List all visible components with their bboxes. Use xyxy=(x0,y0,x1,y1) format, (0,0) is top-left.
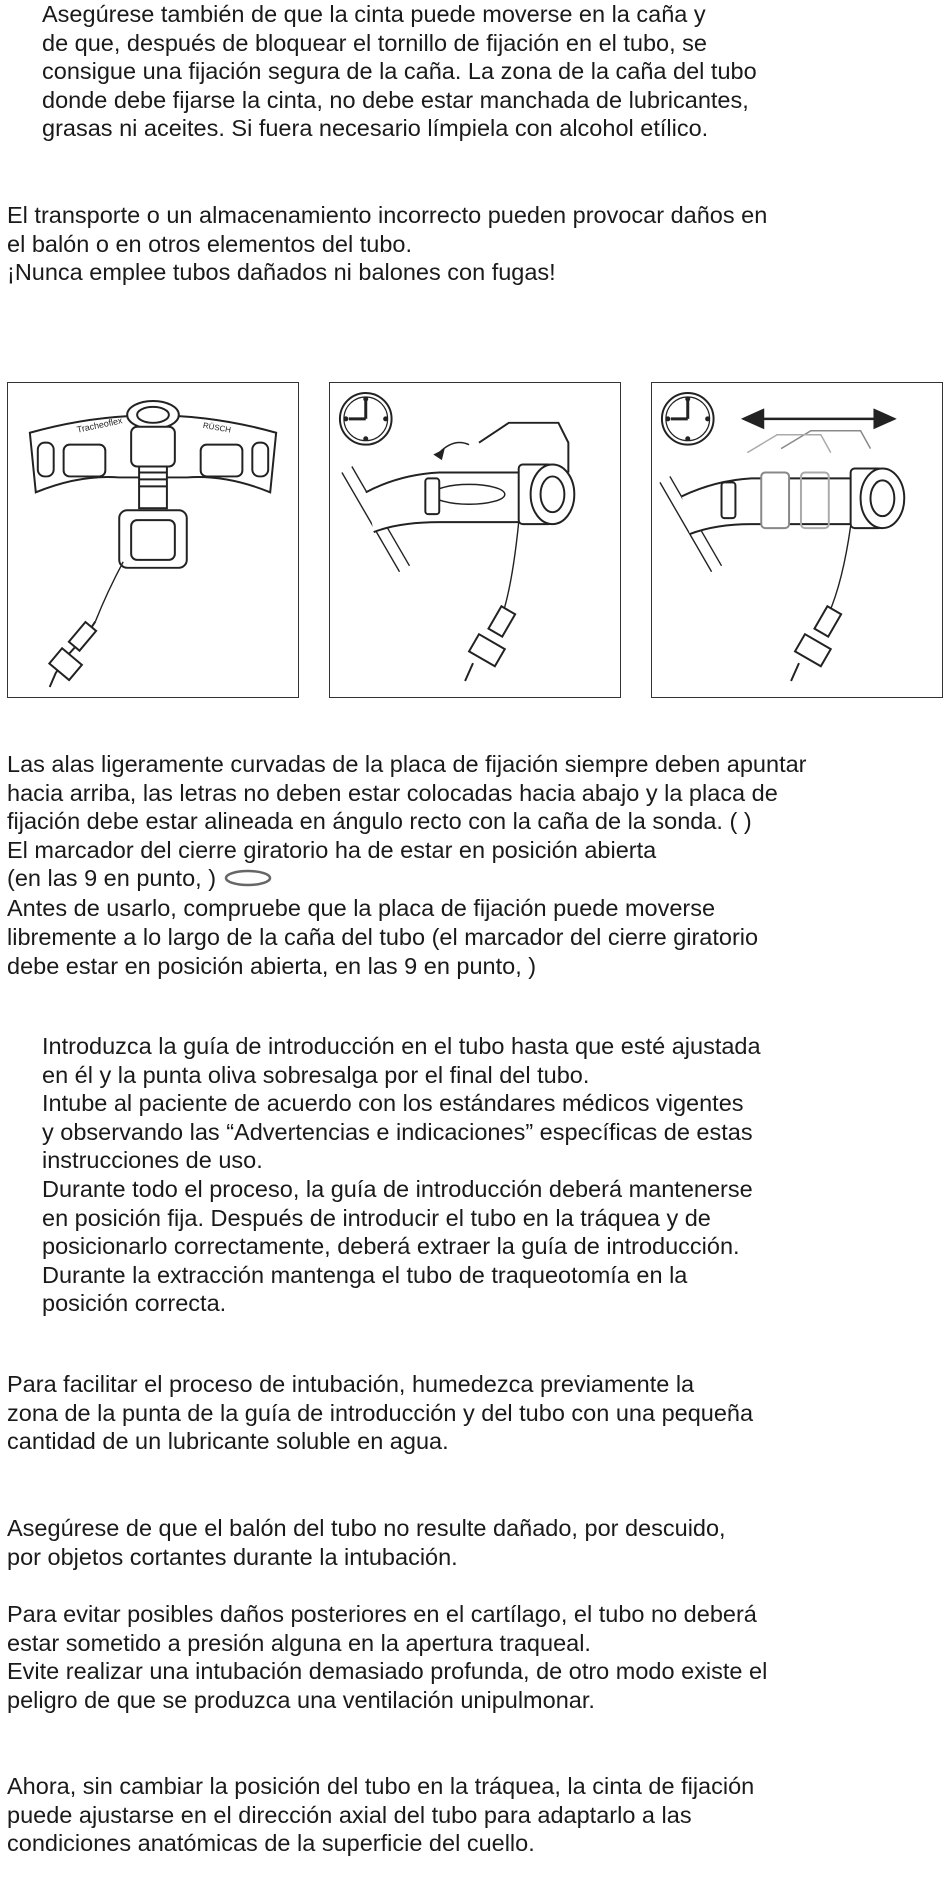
text-line: posición correcta. xyxy=(42,1290,227,1317)
double-arrow-icon xyxy=(743,410,894,428)
paragraph-insertion-guide xyxy=(42,1032,761,1318)
text-line: estar sometido a presión alguna en la apertura traqueal. xyxy=(7,1629,591,1656)
figure-plate-sliding xyxy=(651,382,943,698)
plate-brand-label: Tracheoflex xyxy=(75,415,124,435)
text-line: El marcador del cierre giratorio ha de estar en posición abierta xyxy=(7,836,657,863)
text-line-with-icon xyxy=(7,864,807,894)
text-line: Para evitar posibles daños posteriores en el cartílago, el tubo no deberá xyxy=(7,1601,757,1627)
text-line: zona de la punta de la guía de introducción y del tubo con una pequeña xyxy=(7,1399,754,1426)
text-line: ¡Nunca emplee tubos dañados ni balones con fugas! xyxy=(7,259,556,286)
text-fragment: (en las 9 en punto, ) xyxy=(7,865,217,892)
text-line: El transporte o un almacenamiento incorrecto pueden provocar daños en xyxy=(7,202,768,228)
text-line: peligro de que se produzca una ventilación unipulmonar. xyxy=(7,1686,595,1713)
clock-icon xyxy=(340,393,392,445)
text-line: Asegúrese también de que la cinta puede moverse en la caña y xyxy=(42,1,706,27)
paragraph-cartilage-warning xyxy=(7,1600,767,1714)
text-line: libremente a lo largo de la caña del tubo (el marcador del cierre giratorio xyxy=(7,924,759,951)
text-line: debe estar en posición abierta, en las 9 en punto, ) xyxy=(7,952,537,979)
text-line: Intube al paciente de acuerdo con los estándares médicos vigentes xyxy=(42,1090,744,1117)
text-line: cantidad de un lubricante soluble en agua. xyxy=(7,1428,449,1455)
figure-rotary-lock-open xyxy=(329,382,621,698)
text-line: y observando las “Advertencias e indicaciones” específicas de estas xyxy=(42,1118,753,1145)
plate-maker-label: RÜSCH xyxy=(202,420,232,435)
text-line: consigue una fijación segura de la caña. La zona de la caña del tubo xyxy=(42,58,757,85)
text-line: hacia arriba, las letras no deben estar colocadas hacia abajo y la placa de xyxy=(7,779,778,806)
text-line: el balón o en otros elementos del tubo. xyxy=(7,230,412,257)
text-line: Para facilitar el proceso de intubación, humedezca previamente la xyxy=(7,1371,695,1397)
clock-icon xyxy=(662,393,714,445)
text-line: donde debe fijarse la cinta, no debe estar manchada de lubricantes, xyxy=(42,86,749,113)
paragraph-axial-adjustment xyxy=(7,1772,754,1858)
figure-fixation-plate xyxy=(7,382,299,698)
text-line: Las alas ligeramente curvadas de la placa de fijación siempre deben apuntar xyxy=(7,751,807,777)
paragraph-transport-warning xyxy=(7,201,767,287)
text-line: Durante la extracción mantenga el tubo de traqueotomía en la xyxy=(42,1261,688,1288)
paragraph-plate-alignment xyxy=(7,750,807,980)
text-line: Antes de usarlo, compruebe que la placa de fijación puede moverse xyxy=(7,895,716,922)
text-line: grasas ni aceites. Si fuera necesario límpiela con alcohol etílico. xyxy=(42,115,709,142)
text-line: Ahora, sin cambiar la posición del tubo en la tráquea, la cinta de fijación xyxy=(7,1773,755,1799)
text-line: instrucciones de uso. xyxy=(42,1147,263,1174)
text-line: Evite realizar una intubación demasiado profunda, de otro modo existe el xyxy=(7,1658,768,1685)
paragraph-tape-movement xyxy=(42,0,757,143)
paragraph-lubrication xyxy=(7,1370,753,1456)
text-line: en posición fija. Después de introducir el tubo en la tráquea y de xyxy=(42,1204,711,1231)
ring-marker-icon xyxy=(223,866,273,895)
text-line: de que, después de bloquear el tornillo de fijación en el tubo, se xyxy=(42,29,707,56)
text-line: Asegúrese de que el balón del tubo no resulte dañado, por descuido, xyxy=(7,1515,726,1541)
text-line: posicionarlo correctamente, deberá extraer la guía de introducción. xyxy=(42,1233,740,1260)
paragraph-balloon-care xyxy=(7,1514,726,1571)
text-line: condiciones anatómicas de la superficie del cuello. xyxy=(7,1830,535,1857)
text-line: en él y la punta oliva sobresalga por el final del tubo. xyxy=(42,1061,590,1088)
text-line: Durante todo el proceso, la guía de introducción deberá mantenerse xyxy=(42,1175,753,1202)
text-line: Introduzca la guía de introducción en el tubo hasta que esté ajustada xyxy=(42,1033,761,1059)
text-line: puede ajustarse en el dirección axial del tubo para adaptarlo a las xyxy=(7,1801,692,1828)
text-line: por objetos cortantes durante la intubación. xyxy=(7,1543,458,1570)
text-line: fijación debe estar alineada en ángulo recto con la caña de la sonda. ( ) xyxy=(7,808,752,835)
